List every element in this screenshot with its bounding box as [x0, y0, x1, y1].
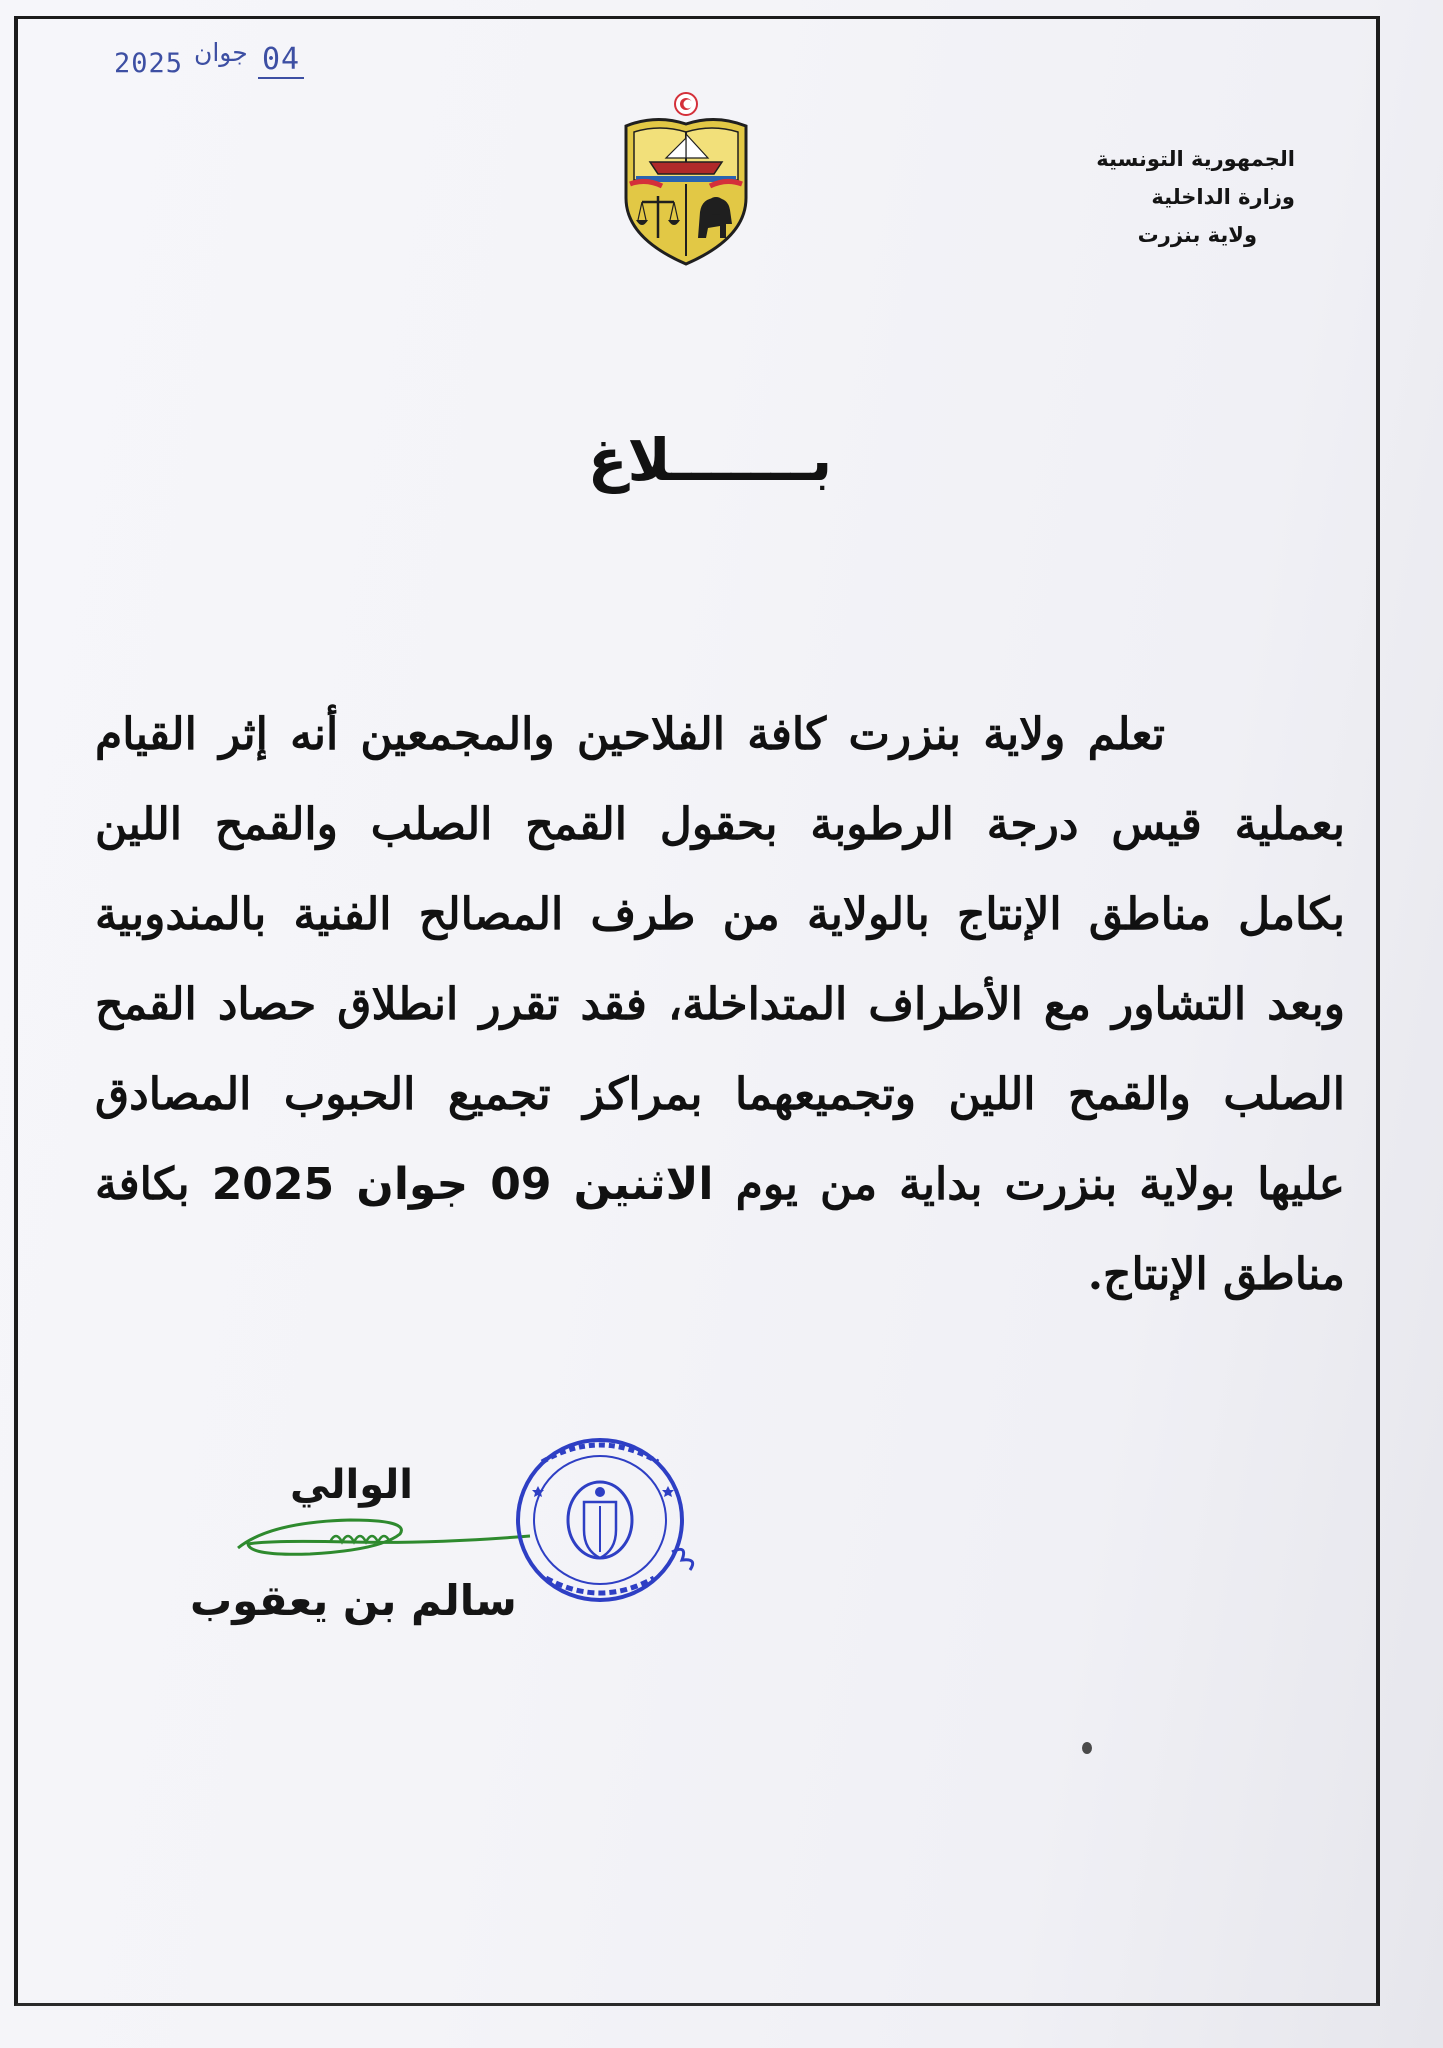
issuer-header	[975, 140, 1295, 254]
body-line-suffix: بكافة	[95, 1159, 190, 1210]
date-stamp-month: جوان	[194, 38, 248, 67]
body-line: وبعد التشاور مع الأطراف المتداخلة، فقد تقرر انطلاق حصاد القمح	[95, 979, 1345, 1030]
header-ministry: وزارة الداخلية	[1151, 185, 1295, 209]
handwritten-signature	[230, 1500, 540, 1580]
header-governorate: ولاية بنزرت	[1137, 223, 1257, 247]
body-line: بعملية قيس درجة الرطوبة بحقول القمح الصلب والقمح اللين	[95, 799, 1345, 850]
coat-of-arms-icon	[616, 88, 756, 268]
official-seal-icon	[512, 1432, 712, 1612]
header-country: الجمهورية التونسية	[1096, 147, 1295, 171]
date-stamp-year: 2025	[114, 48, 184, 79]
body-line: بكامل مناطق الإنتاج بالولاية من طرف المصالح الفنية بالمندوبية	[95, 889, 1345, 940]
document-title: بـــــــلاغ	[587, 426, 833, 494]
signatory-name: سالم بن يعقوب	[190, 1576, 517, 1625]
body-line: تعلم ولاية بنزرت كافة الفلاحين والمجمعين أنه إثر القيام	[95, 709, 1165, 760]
signatory-title: الوالي	[290, 1462, 414, 1508]
date-stamp-day: 04	[258, 42, 304, 79]
announcement-body	[95, 690, 1345, 1320]
body-line-date	[95, 1140, 1345, 1230]
body-line: الصلب والقمح اللين وتجميعهما بمراكز تجميع الحبوب المصادق	[95, 1069, 1345, 1120]
paper-speck	[1082, 1742, 1092, 1754]
body-line: مناطق الإنتاج.	[1087, 1249, 1345, 1300]
date-stamp	[110, 38, 314, 86]
harvest-start-date: الاثنين 09 جوان 2025	[211, 1159, 714, 1210]
body-line-prefix: عليها بولاية بنزرت بداية من يوم	[735, 1159, 1345, 1210]
